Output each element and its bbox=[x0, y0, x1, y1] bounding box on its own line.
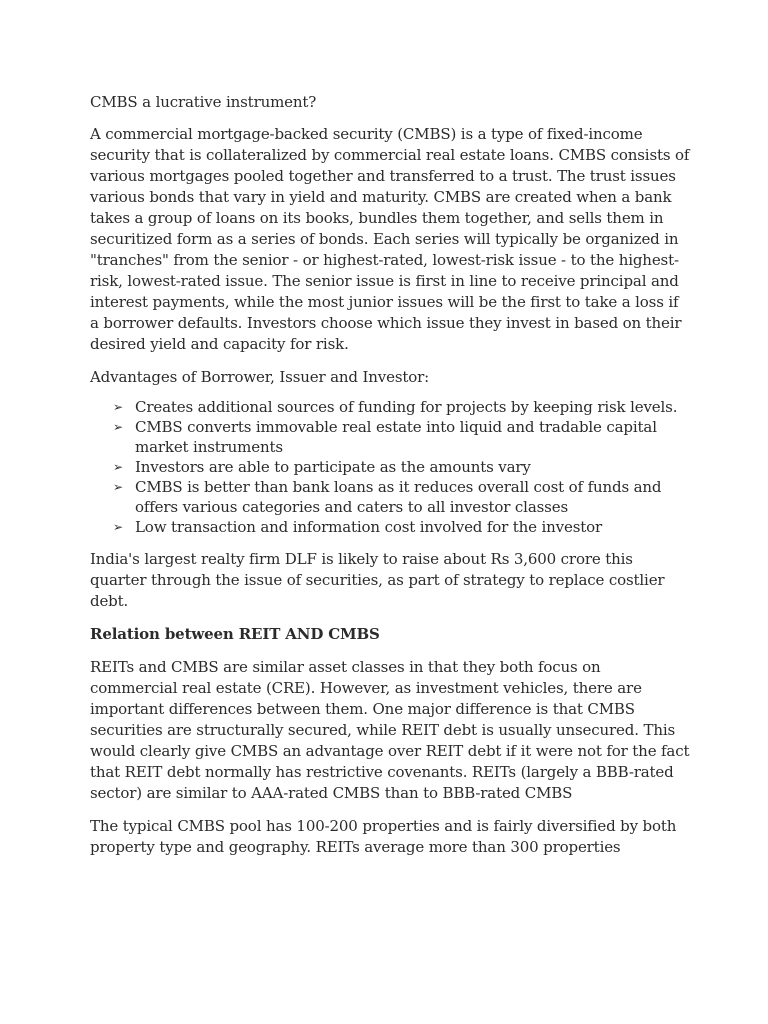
intro-paragraph: A commercial mortgage-backed security (CMBS) is a type of fixed-income security that is collateralized by commercial real estate loans. CMBS consists of various mortgages pooled together and transferred to a trust. The trust issues various bonds that vary in yield and maturity. CMBS are created when a bank takes a group of loans on its books, bundles them together, and sells them in securitized form as a series of bonds. Each series will typically be organized in "tranches" from the senior - or highest-rated, lowest-risk issue - to the highest-risk, lowest-rated issue. The senior issue is first in line to receive principal and interest payments, while the most junior issues will be the first to take a loss if a borrower defaults. Investors choose which issue they invest in based on their desired yield and capacity for risk. bbox=[90, 125, 690, 353]
relation-heading: Relation between REIT AND CMBS bbox=[90, 625, 380, 643]
list-item bbox=[113, 517, 690, 537]
arrow-bullet-icon: ➢ bbox=[113, 480, 123, 494]
list-item-text: CMBS is better than bank loans as it reduces overall cost of funds and offers various categories and caters to all investor classes bbox=[135, 478, 662, 516]
list-item-text: Creates additional sources of funding for projects by keeping risk levels. bbox=[135, 398, 678, 416]
document-title: CMBS a lucrative instrument? bbox=[90, 93, 317, 111]
relation-paragraph: REITs and CMBS are similar asset classes in that they both focus on commercial real estate (CRE). However, as investment vehicles, there are important differences between them. One major difference is that CMBS securities are structurally secured, while REIT debt is usually unsecured. This would clearly give CMBS an advantage over REIT debt if it were not for the fact that REIT debt normally has restrictive covenants. REITs (largely a BBB-rated sector) are similar to AAA-rated CMBS than to BBB-rated CMBS bbox=[90, 658, 690, 802]
arrow-bullet-icon: ➢ bbox=[113, 400, 123, 414]
pool-paragraph: The typical CMBS pool has 100-200 properties and is fairly diversified by both property type and geography. REITs average more than 300 properties bbox=[90, 817, 677, 856]
list-item bbox=[113, 457, 690, 477]
arrow-bullet-icon: ➢ bbox=[113, 420, 123, 434]
dlf-paragraph: India's largest realty firm DLF is likely to raise about Rs 3,600 crore this quarter through the issue of securities, as part of strategy to replace costlier debt. bbox=[90, 550, 665, 610]
arrow-bullet-icon: ➢ bbox=[113, 460, 123, 474]
advantages-list bbox=[90, 397, 690, 537]
list-item bbox=[113, 417, 690, 457]
list-item bbox=[113, 477, 690, 517]
list-item-text: Investors are able to participate as the amounts vary bbox=[135, 458, 531, 476]
list-item-text: Low transaction and information cost involved for the investor bbox=[135, 518, 603, 536]
document-page bbox=[90, 92, 690, 870]
list-item-text: CMBS converts immovable real estate into liquid and tradable capital market instruments bbox=[135, 418, 657, 456]
advantages-heading: Advantages of Borrower, Issuer and Investor: bbox=[90, 368, 430, 386]
arrow-bullet-icon: ➢ bbox=[113, 520, 123, 534]
list-item bbox=[113, 397, 690, 417]
